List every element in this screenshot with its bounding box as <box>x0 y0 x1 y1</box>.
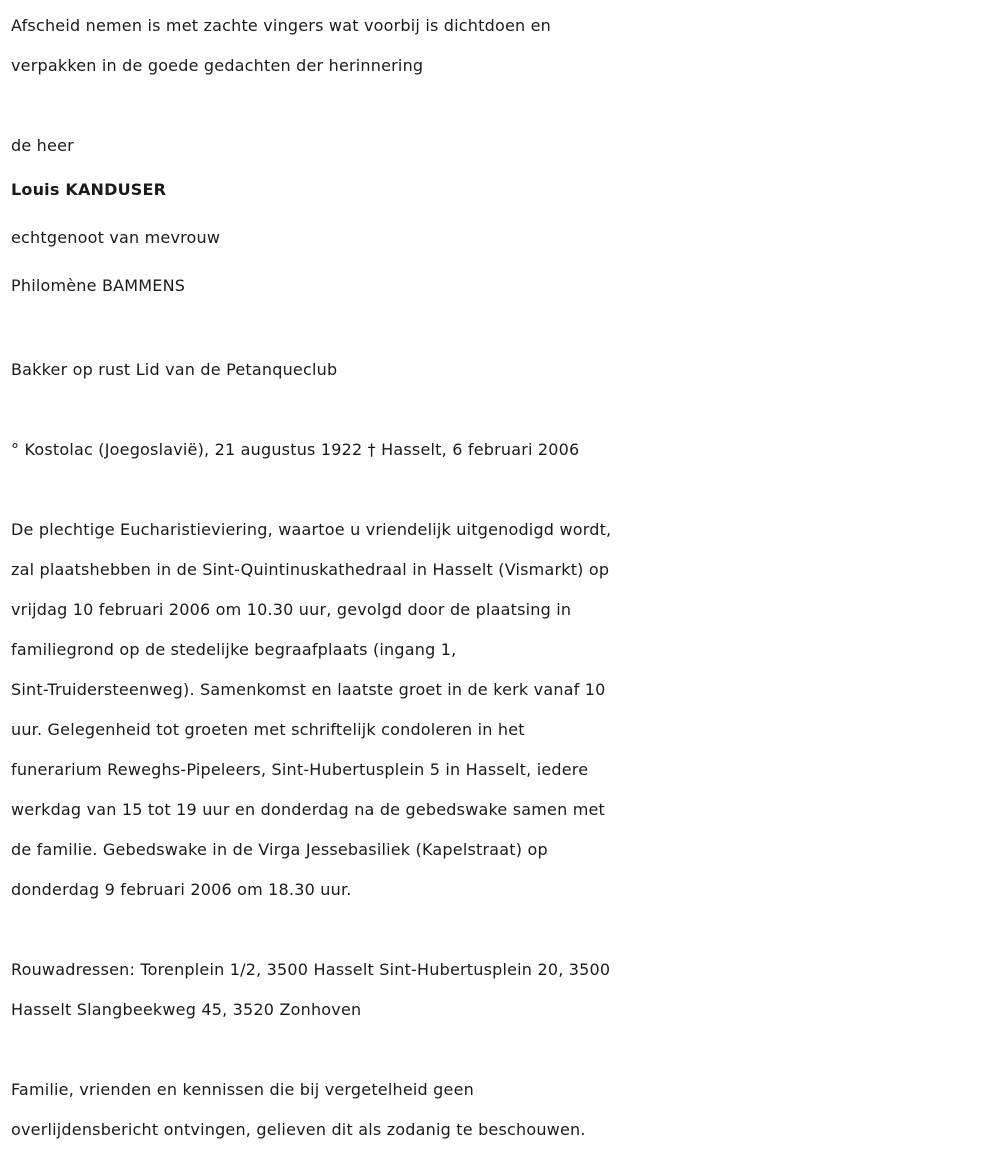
person-title: de heer <box>11 136 74 155</box>
closing-line-1: Familie, vrienden en kennissen die bij vergetelheid geen <box>11 1080 474 1099</box>
spacer <box>11 470 991 510</box>
ceremony-line: de familie. Gebedswake in de Virga Jessebasiliek (Kapelstraat) op <box>11 840 548 859</box>
ceremony-line: De plechtige Eucharistieviering, waartoe u vriendelijk uitgenodigd wordt, <box>11 520 612 539</box>
spouse-name: Philomène BAMMENS <box>11 276 186 295</box>
intro-line-2: verpakken in de goede gedachten der herinnering <box>11 56 424 75</box>
spacer <box>11 86 991 126</box>
spacer <box>11 1030 991 1070</box>
addresses-line-1: Rouwadressen: Torenplein 1/2, 3500 Hasselt Sint-Hubertusplein 20, 3500 <box>11 960 611 979</box>
occupation: Bakker op rust Lid van de Petanqueclub <box>11 360 338 379</box>
spacer <box>11 910 991 950</box>
ceremony-paragraph <box>11 510 991 910</box>
spacer <box>11 390 991 430</box>
closing-paragraph <box>11 1070 991 1150</box>
ceremony-line: donderdag 9 februari 2006 om 18.30 uur. <box>11 880 352 899</box>
intro-quote <box>11 6 991 86</box>
ceremony-line: Sint-Truidersteenweg). Samenkomst en laatste groet in de kerk vanaf 10 <box>11 680 606 699</box>
addresses-paragraph <box>11 950 991 1030</box>
ceremony-line: uur. Gelegenheid tot groeten met schriftelijk condoleren in het <box>11 720 525 739</box>
closing-line-2: overlijdensbericht ontvingen, gelieven dit als zodanig te beschouwen. <box>11 1120 586 1139</box>
person-block <box>11 126 991 310</box>
ceremony-line: zal plaatshebben in de Sint-Quintinuskathedraal in Hasselt (Vismarkt) op <box>11 560 610 579</box>
ceremony-line: werkdag van 15 tot 19 uur en donderdag na de gebedswake samen met <box>11 800 606 819</box>
intro-line-1: Afscheid nemen is met zachte vingers wat voorbij is dichtdoen en <box>11 16 551 35</box>
ceremony-line: familiegrond op de stedelijke begraafplaats (ingang 1, <box>11 640 457 659</box>
addresses-line-2: Hasselt Slangbeekweg 45, 3520 Zonhoven <box>11 1000 362 1019</box>
spouse-label: echtgenoot van mevrouw <box>11 228 221 247</box>
birth-death-line: ° Kostolac (Joegoslavië), 21 augustus 1922 † Hasselt, 6 februari 2006 <box>11 440 580 459</box>
ceremony-line: vrijdag 10 februari 2006 om 10.30 uur, gevolgd door de plaatsing in <box>11 600 572 619</box>
obituary-document <box>11 6 991 1150</box>
ceremony-line: funerarium Reweghs-Pipeleers, Sint-Hubertusplein 5 in Hasselt, iedere <box>11 760 589 779</box>
person-name: Louis KANDUSER <box>11 180 167 199</box>
spacer <box>11 310 991 350</box>
